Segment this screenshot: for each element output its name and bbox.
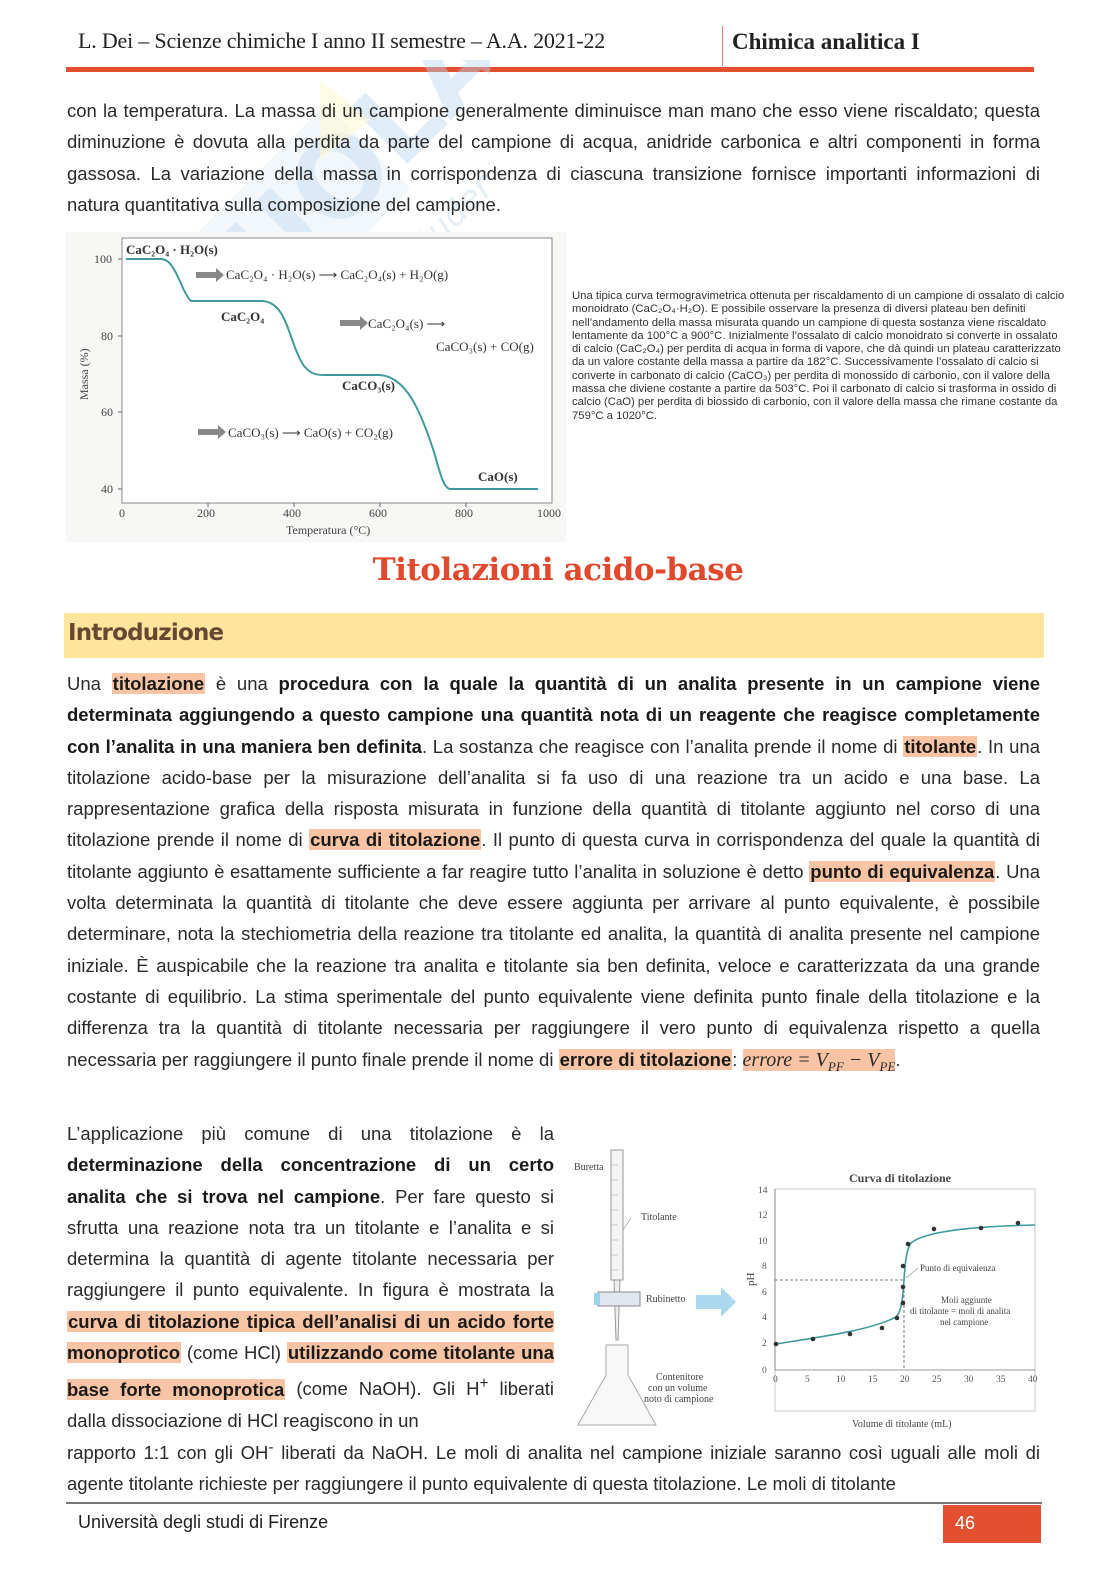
svg-text:200: 200 bbox=[197, 506, 215, 520]
section-title: Titolazioni acido-base bbox=[372, 552, 744, 588]
highlight-term: curva di titolazione bbox=[310, 829, 481, 851]
svg-text:60: 60 bbox=[101, 405, 113, 419]
svg-text:CaC₂O₄ · H₂O(s): CaC₂O₄ · H₂O(s) bbox=[126, 242, 218, 257]
svg-text:800: 800 bbox=[455, 506, 473, 520]
svg-text:15: 15 bbox=[868, 1375, 878, 1385]
svg-text:pH: pH bbox=[745, 1272, 757, 1286]
svg-text:40: 40 bbox=[1028, 1375, 1038, 1385]
svg-text:Curva di titolazione: Curva di titolazione bbox=[849, 1171, 951, 1185]
subsection-bar bbox=[64, 613, 1044, 658]
footer-university: Università degli studi di Firenze bbox=[78, 1512, 329, 1532]
application-paragraph: L’applicazione più comune di una titolazione è la determinazione della concentrazione di un certo analita che si trova nel campione. Per fare questo si sfrutta una reazione nota tra un titolante e l’analita e si determina la quantità di agente titolante necessaria per raggiungere il punto equivalente. In figura è mostrata la curva di titolazione tipica dell’analisi di un acido forte monoprotico (come HCl) utilizzando come titolante una base forte monoprotica (come NaOH). Gli H+ liberati dalla dissociazione di HCl reagiscono in un bbox=[67, 1123, 555, 1431]
highlight-term: titolazione bbox=[112, 673, 205, 694]
svg-text:noto di campione: noto di campione bbox=[644, 1394, 714, 1405]
tga-chart bbox=[66, 232, 566, 542]
svg-text:100: 100 bbox=[94, 252, 112, 266]
highlight-term: utilizzando come titolante una base forte monoprotica bbox=[67, 1342, 555, 1400]
header-divider bbox=[722, 26, 723, 66]
highlight-term: punto di equivalenza bbox=[810, 860, 995, 882]
header-course-info: L. Dei – Scienze chimiche I anno II semestre – A.A. 2021-22 bbox=[78, 28, 606, 53]
svg-text:CaC₂O₄ · H₂O(s) ⟶ CaC₂O₄(s): CaC₂O₄ · H₂O(s) ⟶ CaC₂O₄(s) + H₂O(g) bbox=[226, 267, 449, 282]
svg-text:CaO(s): CaO(s) bbox=[478, 469, 518, 484]
page-number: 46 bbox=[955, 1513, 976, 1533]
svg-text:10: 10 bbox=[758, 1237, 768, 1247]
burette-icon bbox=[611, 1150, 623, 1280]
highlight-term: titolante bbox=[904, 735, 977, 757]
header-rule bbox=[66, 67, 1034, 72]
svg-text:CaCO₃(s): CaCO₃(s) bbox=[342, 378, 396, 393]
footer-rule bbox=[66, 1502, 1042, 1504]
svg-text:10: 10 bbox=[836, 1375, 846, 1385]
stoichiometry-paragraph: rapporto 1:1 con gli OH- liberati da NaOH. Le moli di analita nel campione iniziale saranno così uguali alle moli di agente titolante richieste per raggiungere il punto equivalente di questa titolazione. Le moli di titolante bbox=[67, 1439, 1040, 1495]
svg-text:8: 8 bbox=[762, 1262, 767, 1272]
page-header bbox=[66, 22, 1034, 72]
svg-text:40: 40 bbox=[101, 482, 113, 496]
svg-text:400: 400 bbox=[283, 506, 301, 520]
titration-curve bbox=[776, 1225, 1035, 1344]
intro-paragraph: con la temperatura. La massa di un campione generalmente diminuisce man mano che esso viene riscaldato; questa diminuzione è dovuta alla perdita da parte del campione di acqua, anidride carbonica e altri componenti in forma gassosa. La variazione della massa in corrispondenza di ciascuna transizione fornisce importanti informazioni di natura quantitativa sulla composizione del campione. bbox=[67, 100, 1040, 215]
svg-text:2: 2 bbox=[762, 1339, 767, 1349]
svg-text:CaCO₃(s) ⟶ CaO(s) + CO₂(g): CaCO₃(s) ⟶ CaO(s) + CO₂(g) bbox=[228, 425, 394, 440]
titration-definition-paragraph: Una titolazione è una procedura con la quale la quantità di un analita presente in un campione viene determinata aggiungendo a questo campione una quantità nota di un reagente che reagisce completamente con l’analita in una maniera ben definita. La sostanza che reagisce con l’analita prende il nome di titolante. In una titolazione acido-base per la misurazione dell’analita si fa uso di una reazione tra un acido e una base. La rappresentazione grafica della risposta misurata in funzione della quantità di titolante aggiunto nel corso di una titolazione prende il nome di curva di titolazione. Il punto di questa curva in corrispondenza del quale la quantità di titolante aggiunto è esattamente sufficiente a far reagire tutto l’analita in soluzione è detto punto di equivalenza. Una volta determinata la quantità di titolante che deve essere aggiunta per arrivare al punto equivalente, è possibile determinare, nota la stechiometria della reazione tra titolante ed analita, la quantità di analita presente nel campione iniziale. È auspicabile che la reazione tra analita e titolante sia ben definita, veloce e caratterizzata da una grande costante di equilibrio. La stima sperimentale del punto equivalente viene definita punto finale della titolazione e la differenza tra la quantità di titolante necessaria per raggiungere il vero punto di equivalenza rispetto a quella necessaria per raggiungere il punto finale prende il nome di errore di titolazione: errore = $V_{PF} - V_{PE}$. bbox=[67, 673, 1041, 1074]
svg-text:CaCO₃(s) + CO(g): CaCO₃(s) + CO(g) bbox=[436, 339, 534, 354]
svg-text:CaC₂O₄(s) ⟶: CaC₂O₄(s) ⟶ bbox=[368, 316, 446, 331]
svg-text:CaC₂O₄: CaC₂O₄ bbox=[221, 309, 265, 324]
svg-text:nel campione: nel campione bbox=[940, 1317, 989, 1327]
svg-text:25: 25 bbox=[932, 1375, 942, 1385]
svg-text:0: 0 bbox=[773, 1375, 778, 1385]
svg-text:14: 14 bbox=[758, 1186, 768, 1196]
data-points bbox=[774, 1221, 1021, 1347]
svg-text:600: 600 bbox=[369, 506, 387, 520]
svg-text:di titolante = moli di analita: di titolante = moli di analita bbox=[910, 1306, 1011, 1316]
highlight-term: curva di titolazione tipica dell’analisi di un acido forte monoprotico bbox=[67, 1310, 554, 1364]
svg-text:30: 30 bbox=[964, 1375, 974, 1385]
arrow-right-icon bbox=[696, 1287, 736, 1317]
stopcock-icon bbox=[598, 1292, 640, 1306]
svg-text:con un volume: con un volume bbox=[648, 1383, 708, 1394]
svg-text:Punto di equivalenza: Punto di equivalenza bbox=[920, 1263, 996, 1273]
highlight-term: errore di titolazione bbox=[559, 1048, 732, 1070]
tga-y-axis-label: Massa (%) bbox=[77, 348, 91, 400]
svg-text:0: 0 bbox=[119, 506, 125, 520]
svg-text:Rubinetto: Rubinetto bbox=[646, 1294, 686, 1305]
svg-text:Buretta: Buretta bbox=[574, 1162, 604, 1173]
svg-text:Volume di titolante (mL): Volume di titolante (mL) bbox=[852, 1419, 952, 1430]
svg-text:Contenitore: Contenitore bbox=[656, 1372, 704, 1383]
svg-text:12: 12 bbox=[758, 1211, 768, 1221]
svg-text:6: 6 bbox=[762, 1288, 767, 1298]
svg-text:Titolante: Titolante bbox=[641, 1212, 677, 1223]
subsection-title: Introduzione bbox=[68, 620, 224, 646]
svg-text:1000: 1000 bbox=[537, 506, 561, 520]
svg-text:5: 5 bbox=[805, 1375, 810, 1385]
page-number-badge bbox=[943, 1505, 1041, 1543]
svg-text:Moli aggiunte: Moli aggiunte bbox=[941, 1295, 992, 1305]
titration-figure bbox=[566, 1140, 1046, 1430]
header-subject: Chimica analitica I bbox=[732, 29, 920, 54]
svg-text:0: 0 bbox=[762, 1366, 767, 1376]
flask-icon bbox=[578, 1345, 656, 1425]
error-formula: errore = $V_{PF} - V_{PE}$ bbox=[742, 1048, 896, 1074]
svg-text:4: 4 bbox=[762, 1313, 767, 1323]
svg-text:20: 20 bbox=[900, 1375, 910, 1385]
svg-text:80: 80 bbox=[101, 329, 113, 343]
tga-x-axis-label: Temperatura (°C) bbox=[286, 523, 371, 537]
svg-text:35: 35 bbox=[996, 1375, 1006, 1385]
tga-caption: Una tipica curva termogravimetrica ottenuta per riscaldamento di un campione di ossalato di calcio monoidrato (CaC₂O₄·H₂O). E possibile osservare la presenza di diversi plateau ben definiti nell’andamento della massa misurata quando un campione di questa sostanza viene riscaldato lentamente da 100°C a 900°C. Inizialmente l’ossalato di calcio monoidrato si converte in ossalato di calcio (CaC₂O₄) per perdita di acqua in forma di vapore, che dà quindi un plateau caratterizzato da un valore costante della massa a partire da 182°C. Successivamente l’ossalato di calcio si converte in carbonato di calcio (CaCO₃) per perdita di monossido di carbonio, con il valore della massa che diviene costante a partire da 503°C. Poi il carbonato di calcio si trasforma in ossido di calcio (CaO) per perdita di biossido di carbonio, con il valore della massa che rimane costante da 759°C a 1020°C. bbox=[572, 290, 1065, 422]
